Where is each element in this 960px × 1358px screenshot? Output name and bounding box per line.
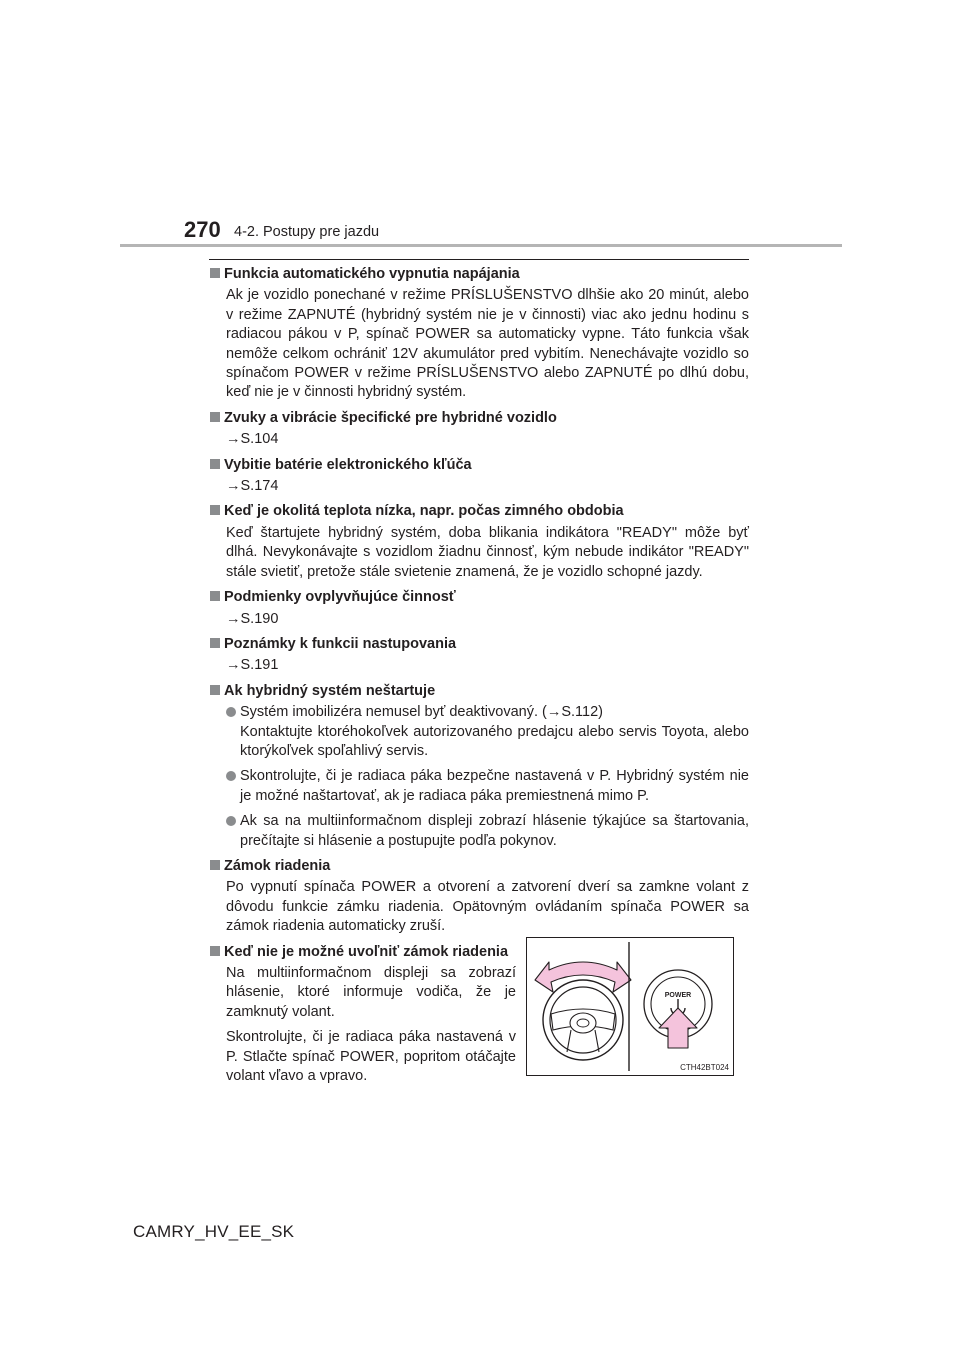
power-button-label: POWER bbox=[664, 992, 692, 999]
square-bullet-icon bbox=[210, 591, 220, 601]
content-top-divider bbox=[209, 259, 749, 260]
page-reference: →S.104 bbox=[226, 431, 279, 448]
heading-operating-conditions: Podmienky ovplyvňujúce činnosť bbox=[209, 588, 749, 607]
illustration-svg bbox=[527, 938, 733, 1075]
heading-sounds-vibrations: Zvuky a vibrácie špecifické pre hybridné vozidlo bbox=[209, 409, 749, 428]
round-bullet-icon bbox=[226, 816, 236, 826]
square-bullet-icon bbox=[210, 638, 220, 648]
round-bullet-icon bbox=[226, 771, 236, 781]
paragraph-steering-lock: Po vypnutí spínača POWER a otvorení a zatvorení dverí sa zamkne volant z dôvodu funkcie zámku riadenia. Opätovným ovládaním spínača POWER sa zámok riadenia automaticky zruší. bbox=[226, 879, 749, 935]
paragraph-auto-power-off: Ak je vozidlo ponechané v režime PRÍSLUŠENSTVO dlhšie ako 20 minút, alebo v režime ZAPNUTÉ (hybridný systém nie je v činnosti) viac ako jednu hodinu s radiacou pákou v P, spínač POWER sa automaticky vypne. Táto funkcia však nemôže celkom ochrániť 12V akumulátor pred vybitím. Nenechávajte vozidlo so spínačom POWER v režime PRÍSLUŠENSTVO alebo ZAPNUTÉ po dlhú dobu, keď nie je v činnosti hybridný systém. bbox=[226, 287, 749, 401]
square-bullet-icon bbox=[210, 268, 220, 278]
square-bullet-icon bbox=[210, 412, 220, 422]
illustration-steering-power-button bbox=[526, 937, 734, 1076]
bullet-item: Systém imobilizéra nemusel byť deaktivovaný. (→S.112) Kontaktujte ktoréhokoľvek autorizovaného predajcu alebo servis Toyota, alebo ktorýkoľvek spoľahlivý servis. bbox=[226, 703, 749, 761]
heading-steering-lock-release: Keď nie je možné uvoľniť zámok riadenia bbox=[209, 943, 749, 962]
page-reference: →S.174 bbox=[226, 478, 279, 495]
section-title: 4-2. Postupy pre jazdu bbox=[234, 224, 380, 240]
footer-model-code: CAMRY_HV_EE_SK bbox=[133, 1222, 295, 1241]
square-bullet-icon bbox=[210, 505, 220, 515]
heading-entry-function: Poznámky k funkcii nastupovania bbox=[209, 635, 749, 654]
header-divider bbox=[120, 244, 842, 247]
heading-hybrid-not-starting: Ak hybridný systém neštartuje bbox=[209, 682, 749, 701]
figure-code: CTH42BT024 bbox=[680, 1063, 729, 1072]
square-bullet-icon bbox=[210, 685, 220, 695]
paragraph-low-temperature: Keď štartujete hybridný systém, doba blikania indikátora "READY" môže byť dlhá. Nevykonávajte s vozidlom žiadnu činnosť, kým nebude indikátor "READY" stále svietiť, pretože stále svietenie znamená, že je vozidlo schopné jazdy. bbox=[226, 524, 749, 580]
bullet-item: Skontrolujte, či je radiaca páka bezpečne nastavená v P. Hybridný systém nie je možné naštartovať, ak je radiaca páka premiestnená mimo P. bbox=[226, 767, 749, 806]
square-bullet-icon bbox=[210, 946, 220, 956]
steering-wheel-icon bbox=[543, 980, 623, 1060]
page-reference: →S.190 bbox=[226, 610, 279, 627]
heading-low-temperature: Keď je okolitá teplota nízka, napr. počas zimného obdobia bbox=[209, 502, 749, 521]
square-bullet-icon bbox=[210, 860, 220, 870]
heading-auto-power-off: Funkcia automatického vypnutia napájania bbox=[209, 265, 749, 284]
paragraph-steering-lock-release: Na multiinformačnom displeji sa zobrazí hlásenie, ktoré informuje vodiča, že je zamknutý volant. Skontrolujte, či je radiaca páka nastavená v P. Stlačte spínač POWER, popritom otáčajte volant vľavo a vpravo. bbox=[226, 965, 516, 1085]
bullet-item: Ak sa na multiinformačnom displeji zobrazí hlásenie týkajúce sa štartovania, prečítajte si hlásenie a postupujte podľa pokynov. bbox=[226, 812, 749, 851]
round-bullet-icon bbox=[226, 707, 236, 717]
heading-steering-lock: Zámok riadenia bbox=[209, 857, 749, 876]
page-number: 270 bbox=[184, 217, 221, 242]
page-reference: →S.191 bbox=[226, 657, 279, 674]
square-bullet-icon bbox=[210, 459, 220, 469]
heading-key-battery: Vybitie batérie elektronického kľúča bbox=[209, 456, 749, 475]
